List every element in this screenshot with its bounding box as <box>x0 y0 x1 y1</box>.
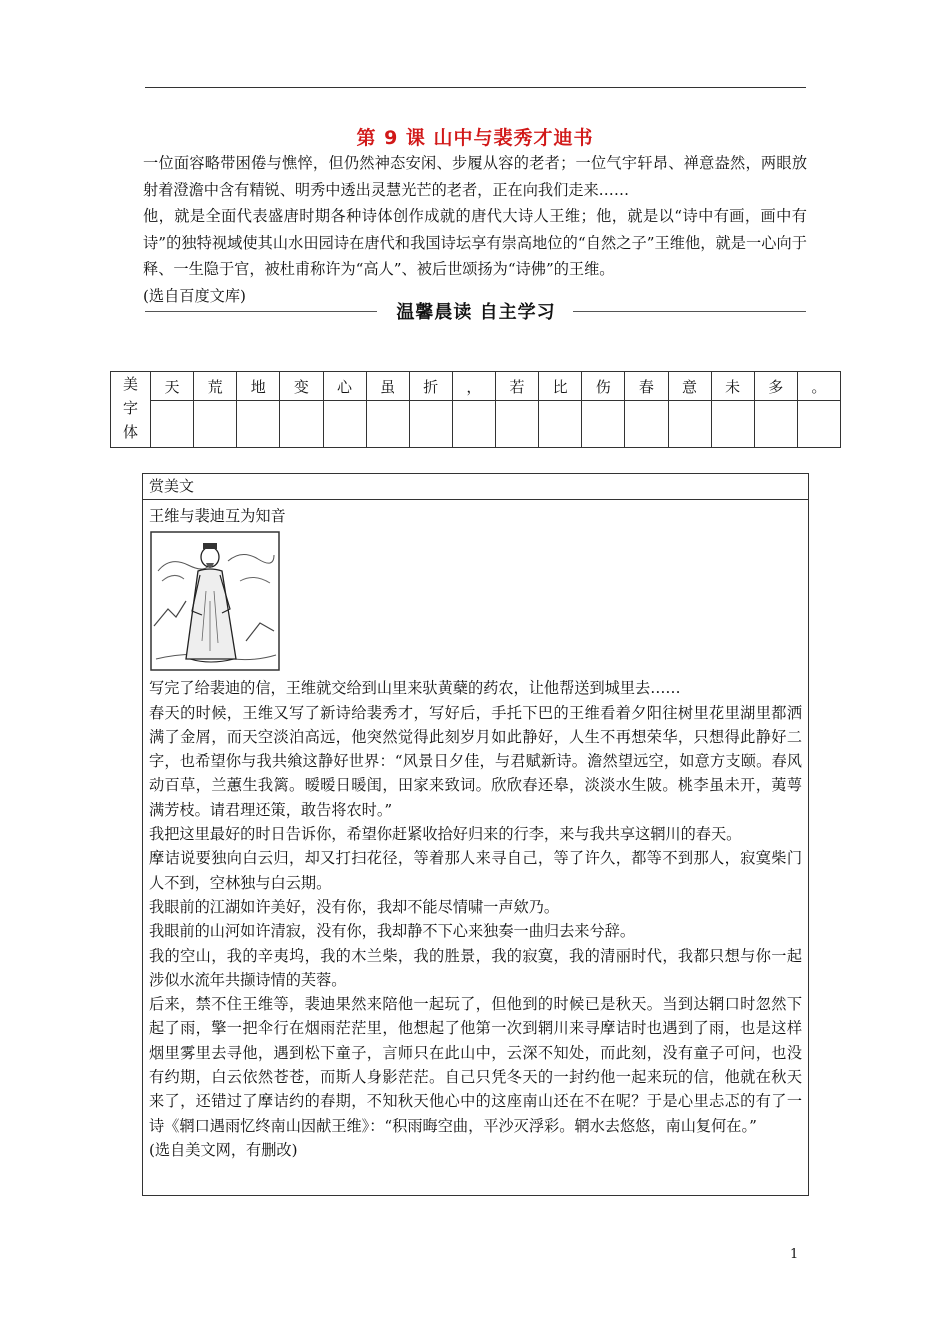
article-paragraph: 我的空山，我的辛夷坞，我的木兰柴，我的胜景，我的寂寞，我的清丽时代，我都只想与你一起涉似水流年共撷诗情的芙蓉。 <box>149 946 802 989</box>
row-header: 美 字 体 <box>111 372 151 448</box>
article-paragraph: 我眼前的江湖如许美好，没有你，我却不能尽情啸一声欸乃。 <box>149 897 560 916</box>
banner-line-right <box>573 311 806 312</box>
practice-cell <box>452 401 495 448</box>
article-paragraph: 我把这里最好的时日告诉你，希望你赶紧收拾好归来的行李，来与我共享这辋川的春天。 <box>149 825 742 844</box>
article-header: 赏美文 <box>143 474 808 500</box>
char-cell: 变 <box>280 372 323 401</box>
practice-cell <box>496 401 539 448</box>
practice-cell <box>711 401 754 448</box>
portrait-drawing <box>150 531 280 671</box>
char-cell: 虽 <box>366 372 409 401</box>
practice-cell <box>237 401 280 448</box>
lesson-title: 第 9 课 山中与裴秀才迪书 <box>356 127 594 149</box>
practice-cell <box>797 401 840 448</box>
article-paragraph: 写完了给裴迪的信，王维就交给到山里来驮黄蘖的药农，让他帮送到城里去…… <box>149 679 681 698</box>
char-cell: 地 <box>237 372 280 401</box>
top-rule <box>145 87 806 88</box>
section-banner <box>145 298 806 326</box>
practice-cell <box>366 401 409 448</box>
practice-cell <box>668 401 711 448</box>
article-source: (选自美文网，有删改) <box>149 1140 298 1159</box>
section-banner-title: 温馨晨读 自主学习 <box>396 302 556 323</box>
intro-source: (选自百度文库) <box>143 286 246 305</box>
practice-cell <box>151 401 194 448</box>
char-cell: 多 <box>754 372 797 401</box>
practice-cell <box>539 401 582 448</box>
practice-cell <box>409 401 452 448</box>
practice-cell <box>280 401 323 448</box>
intro-paragraph: 一位面容略带困倦与憔悴，但仍然神态安闲、步履从容的老者；一位气宇轩昂、禅意盎然，两眼放射着澄澹中含有精锐、明秀中透出灵慧光芒的老者，正在向我们走来…… <box>143 154 807 199</box>
article-paragraph: 摩诘说要独向白云归，却又打扫花径，等着那人来寻自己，等了许久，都等不到那人，寂寞柴门人不到，空林独与白云期。 <box>149 849 802 892</box>
char-cell: 意 <box>668 372 711 401</box>
char-cell: 天 <box>151 372 194 401</box>
char-cell: 若 <box>496 372 539 401</box>
practice-cell <box>582 401 625 448</box>
article-content <box>143 500 808 1162</box>
character-practice-table <box>110 371 841 448</box>
char-cell: 。 <box>797 372 840 401</box>
practice-cell <box>754 401 797 448</box>
char-cell: 春 <box>625 372 668 401</box>
practice-cell <box>625 401 668 448</box>
banner-line-left <box>145 311 377 312</box>
article-box <box>142 473 809 1196</box>
practice-cell <box>323 401 366 448</box>
char-cell: ， <box>452 372 495 401</box>
char-cell: 比 <box>539 372 582 401</box>
article-paragraph: 后来，禁不住王维等，裴迪果然来陪他一起玩了，但他到的时候已是秋天。当到达辋口时忽然下起了雨，擎一把伞行在烟雨茫茫里，他想起了他第一次到辋川来寻摩诘时也遇到了雨，也是这样烟里雾里去寻他，遇到松下童子，言师只在此山中，云深不知处，而此刻，没有童子可问，也没有约期，白云依然苍苍，而斯人身影茫茫。自己只凭冬天的一封约他一起来玩的信，他就在秋天来了，还错过了摩诘约的春期，不知秋天他心中的这座南山还在不在呢？于是心里忐忑的有了一诗《辋口遇雨忆终南山因献王维》：“积雨晦空曲，平沙灭浮彩。辋水去悠悠，南山复何在。” <box>149 995 802 1135</box>
intro-paragraph: 他，就是全面代表盛唐时期各种诗体创作成就的唐代大诗人王维；他，就是以“诗中有画，画中有诗”的独特视域使其山水田园诗在唐代和我国诗坛享有崇高地位的“自然之子”王维他，就是一心向于释、一生隐于官，被杜甫称许为“高人”、被后世颂扬为“诗佛”的王维。 <box>143 207 807 279</box>
page-number: 1 <box>790 1247 799 1262</box>
char-cell: 伤 <box>582 372 625 401</box>
portrait-illustration-icon <box>150 531 280 671</box>
practice-cell <box>194 401 237 448</box>
char-cell: 荒 <box>194 372 237 401</box>
char-cell: 未 <box>711 372 754 401</box>
char-cell: 折 <box>409 372 452 401</box>
article-paragraph: 我眼前的山河如许清寂，没有你，我却静不下心来独奏一曲归去来兮辞。 <box>149 922 635 941</box>
intro-section <box>143 150 807 310</box>
char-cell: 心 <box>323 372 366 401</box>
article-subtitle: 王维与裴迪互为知音 <box>149 507 286 525</box>
article-paragraph: 春天的时候，王维又写了新诗给裴秀才，写好后，手托下巴的王维看着夕阳往树里花里湖里都洒满了金屑，而天空淡泊高远，他突然觉得此刻岁月如此静好，人生不再想荣华，只想得此静好二字，也希望你与我共飨这静好世界：“风景日夕佳，与君赋新诗。澹然望远空，如意方支颐。春风动百草，兰蕙生我篱。暧暧日暖闺，田家来致词。欣欣春还皋，淡淡水生陂。桃李虽未开，荑萼满芳枝。请君理还策，敢告将农时。” <box>149 703 802 819</box>
